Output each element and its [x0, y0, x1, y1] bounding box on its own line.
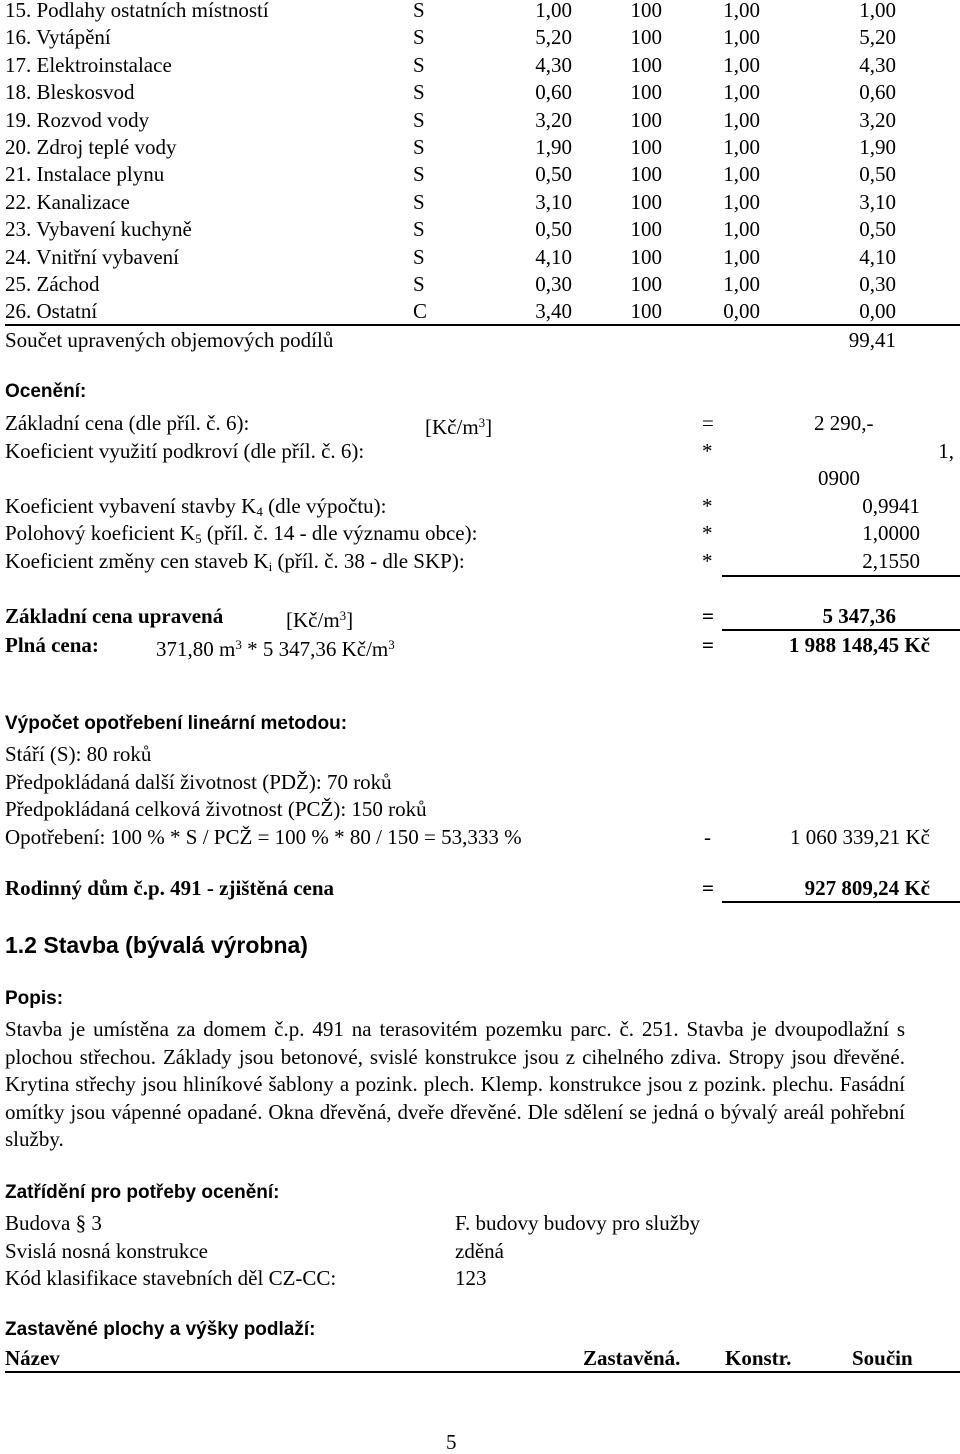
table-rule [5, 324, 960, 326]
unit-bracket: ] [346, 608, 354, 632]
row-coefficient: 1,00 [723, 217, 760, 242]
adjusted-price-label: Základní cena upravená [5, 604, 224, 628]
row-percent: 100 [630, 107, 662, 132]
depreciation-value: 1 060 339,21 Kč [790, 825, 930, 849]
attic-coef-value-b: 0900 [818, 466, 860, 490]
row-type: S [413, 80, 425, 105]
full-price-operator: = [702, 633, 714, 657]
table-row [0, 25, 960, 49]
ki-operator: * [702, 549, 713, 573]
areas-header-rule [5, 1371, 960, 1373]
table-row [0, 53, 960, 77]
row-percent: 100 [630, 189, 662, 214]
age-line: Stáří (S): 80 roků [5, 742, 152, 766]
classification-heading: Zatřídění pro potřeby ocenění: [5, 1182, 280, 1203]
classification-row [0, 1266, 960, 1290]
row-result: 0,60 [859, 80, 896, 105]
full-price-expression [156, 633, 395, 661]
row-result: 4,10 [859, 244, 896, 269]
attic-coef-row [0, 439, 960, 463]
row-type: S [413, 244, 425, 269]
ki-text-post: (příl. č. 38 - dle SKP): [272, 549, 465, 573]
row-name: 16. Vytápění [5, 25, 111, 50]
row-result: 1,90 [859, 135, 896, 159]
ki-underline [722, 575, 960, 577]
expr-exponent: 3 [235, 637, 242, 652]
adjusted-price-operator: = [702, 604, 714, 628]
remaining-life-line: Předpokládaná další životnost (PDŽ): 70 roků [5, 770, 392, 794]
row-percent: 100 [630, 25, 662, 50]
row-name: 24. Vnitřní vybavení [5, 244, 180, 269]
row-name: 25. Záchod [5, 272, 100, 296]
row-name: 17. Elektroinstalace [5, 52, 172, 77]
classification-label: Budova § 3 [5, 1211, 102, 1235]
section-title: 1.2 Stavba (bývalá výrobna) [5, 932, 308, 958]
row-coefficient: 1,00 [723, 189, 760, 214]
row-result: 4,30 [859, 52, 896, 77]
k5-text: Polohový koeficient K [5, 521, 196, 545]
classification-row [0, 1239, 960, 1263]
row-share: 0,30 [535, 272, 572, 296]
areas-header-row [0, 1346, 960, 1370]
row-result: 1,00 [859, 0, 896, 22]
row-share: 3,10 [535, 189, 572, 214]
full-price-row [0, 633, 960, 661]
k5-text-post: (příl. č. 14 - dle významu obce): [201, 521, 478, 545]
sum-label: Součet upravených objemových podílů [5, 328, 334, 352]
row-result: 5,20 [859, 25, 896, 50]
k5-subscript: 5 [195, 531, 202, 546]
row-type: S [413, 135, 425, 159]
base-price-label: Základní cena (dle příl. č. 6): [5, 411, 250, 435]
row-type: C [413, 299, 428, 324]
k4-label [5, 494, 386, 524]
row-percent: 100 [630, 52, 662, 77]
adjusted-price-unit [286, 604, 353, 632]
attic-coef-operator: * [702, 439, 713, 463]
ki-text: Koeficient změny cen staveb K [5, 549, 269, 573]
row-name: 15. Podlahy ostatních místností [5, 0, 269, 22]
attic-coef-value-a: 1, [938, 439, 954, 463]
depreciation-calc-row [0, 825, 960, 849]
row-name: 26. Ostatní [5, 299, 98, 324]
table-row [0, 108, 960, 132]
row-share: 0,50 [535, 217, 572, 242]
k5-operator: * [702, 521, 713, 545]
row-percent: 100 [630, 299, 662, 324]
depreciation-heading: Výpočet opotřebení lineární metodou: [5, 713, 348, 734]
unit-text: [Kč/m [286, 608, 340, 632]
base-price-unit [425, 411, 492, 439]
k5-row [0, 521, 960, 545]
classification-label: Svislá nosná konstrukce [5, 1238, 208, 1263]
k4-text-post: (dle výpočtu): [262, 494, 387, 518]
ki-value: 2,1550 [862, 549, 920, 573]
col-constr: Konstr. [725, 1346, 792, 1370]
table-row [0, 217, 960, 241]
unit-exponent: 3 [339, 608, 347, 623]
determined-price-row [0, 876, 960, 900]
row-result: 3,20 [859, 107, 896, 132]
row-result: 0,50 [859, 217, 896, 242]
row-coefficient: 1,00 [723, 80, 760, 105]
description-heading: Popis: [5, 988, 64, 1009]
row-type: S [413, 25, 425, 50]
adjusted-price-value: 5 347,36 [822, 604, 896, 628]
row-name: 20. Zdroj teplé vody [5, 135, 177, 159]
row-percent: 100 [630, 272, 662, 296]
row-result: 3,10 [859, 189, 896, 214]
row-share: 0,60 [535, 80, 572, 105]
row-share: 3,20 [535, 107, 572, 132]
k4-row [0, 494, 960, 518]
row-type: S [413, 162, 425, 187]
table-row [0, 299, 960, 323]
k4-value: 0,9941 [862, 494, 920, 518]
row-percent: 100 [630, 162, 662, 187]
attic-coef-label: Koeficient využití podkroví (dle příl. č. 6): [5, 439, 365, 463]
row-name: 22. Kanalizace [5, 189, 130, 214]
full-price-label: Plná cena: [5, 633, 99, 657]
row-share: 1,90 [535, 135, 572, 159]
row-percent: 100 [630, 80, 662, 105]
row-name: 18. Bleskosvod [5, 80, 135, 105]
ki-row [0, 549, 960, 573]
row-type: S [413, 0, 425, 22]
table-row [0, 272, 960, 296]
row-coefficient: 1,00 [723, 107, 760, 132]
determined-price-operator: = [702, 876, 714, 900]
row-share: 0,50 [535, 162, 572, 187]
depreciation-operator: - [704, 825, 711, 849]
row-name: 21. Instalace plynu [5, 162, 165, 187]
expr-text-post: * 5 347,36 Kč/m [241, 637, 389, 661]
table-row [0, 162, 960, 186]
row-name: 19. Rozvod vody [5, 107, 150, 132]
areas-heading: Zastavěné plochy a výšky podlaží: [5, 1319, 316, 1340]
ki-label [5, 549, 465, 579]
col-name: Název [5, 1346, 60, 1370]
k5-value: 1,0000 [862, 521, 920, 545]
row-type: S [413, 272, 425, 296]
depreciation-calc: Opotřebení: 100 % * S / PCŽ = 100 % * 80 / 150 = 53,333 % [5, 825, 522, 849]
k4-text: Koeficient vybavení stavby K [5, 494, 257, 518]
determined-price-underline [722, 901, 960, 903]
row-coefficient: 1,00 [723, 135, 760, 159]
table-row [0, 190, 960, 214]
row-share: 1,00 [535, 0, 572, 22]
determined-price-value: 927 809,24 Kč [804, 876, 930, 900]
table-row [0, 0, 960, 22]
row-percent: 100 [630, 217, 662, 242]
classification-label: Kód klasifikace stavebních děl CZ-CC: [5, 1266, 337, 1290]
row-coefficient: 1,00 [723, 0, 760, 22]
classification-value: F. budovy budovy pro služby [455, 1211, 701, 1235]
row-coefficient: 1,00 [723, 244, 760, 269]
row-percent: 100 [630, 135, 662, 159]
valuation-heading: Ocenění: [5, 381, 87, 402]
row-type: S [413, 107, 425, 132]
row-percent: 100 [630, 0, 662, 22]
row-share: 3,40 [535, 299, 572, 324]
classification-row [0, 1211, 960, 1235]
classification-value: 123 [455, 1266, 487, 1290]
sum-row [0, 328, 960, 352]
col-built: Zastavěná. [583, 1346, 681, 1370]
determined-price-label: Rodinný dům č.p. 491 - zjištěná cena [5, 876, 335, 900]
base-price-value: 2 290,- [814, 411, 874, 435]
row-coefficient: 1,00 [723, 25, 760, 50]
row-share: 4,30 [535, 52, 572, 77]
row-type: S [413, 189, 425, 214]
ki-subscript: i [268, 559, 273, 574]
k4-subscript: 4 [256, 504, 263, 519]
base-price-row [0, 411, 960, 439]
row-percent: 100 [630, 244, 662, 269]
row-coefficient: 0,00 [723, 299, 760, 324]
page-number: 5 [446, 1430, 457, 1454]
table-row [0, 245, 960, 269]
classification-value: zděná [455, 1238, 504, 1263]
expr-exponent-2: 3 [388, 637, 395, 652]
col-product: Součin [852, 1346, 913, 1370]
adjusted-price-row [0, 604, 960, 632]
row-coefficient: 1,00 [723, 52, 760, 77]
row-name: 23. Vybavení kuchyně [5, 217, 192, 242]
expr-text: 371,80 m [156, 637, 236, 661]
full-price-value: 1 988 148,45 Kč [788, 633, 930, 657]
row-coefficient: 1,00 [723, 272, 760, 296]
unit-text: [Kč/m [425, 415, 479, 439]
table-row [0, 135, 960, 159]
row-share: 4,10 [535, 244, 572, 269]
sum-value: 99,41 [848, 328, 896, 352]
total-life-line: Předpokládaná celková životnost (PCŽ): 150 roků [5, 797, 427, 821]
description-text: Stavba je umístěna za domem č.p. 491 na terasovitém pozemku parc. č. 251. Stavba je dvoupodlažní s plochou střechou. Základy jsou betonové, svislé konstrukce jsou z cihelného zdiva. Stropy jsou dřevěné. Krytina střechy jsou hliníkové šablony a pozink. plech. Klemp. konstrukce jsou z pozink. plechu. Fasádní omítky jsou vápenné opadané. Okna dřevěná, dveře dřevěné. Dle sdělení se jedná o bývalý areál pohřební služby. [5, 1017, 905, 1151]
k4-operator: * [702, 494, 713, 518]
unit-exponent: 3 [478, 415, 486, 430]
row-share: 5,20 [535, 25, 572, 50]
k5-label [5, 521, 477, 551]
row-coefficient: 1,00 [723, 162, 760, 187]
row-result: 0,30 [859, 272, 896, 296]
row-result: 0,50 [859, 162, 896, 187]
row-type: S [413, 217, 425, 242]
row-result: 0,00 [859, 299, 896, 324]
adjusted-price-underline [722, 629, 960, 631]
base-price-operator: = [702, 411, 714, 435]
row-type: S [413, 52, 425, 77]
table-row [0, 80, 960, 104]
unit-bracket: ] [485, 415, 493, 439]
